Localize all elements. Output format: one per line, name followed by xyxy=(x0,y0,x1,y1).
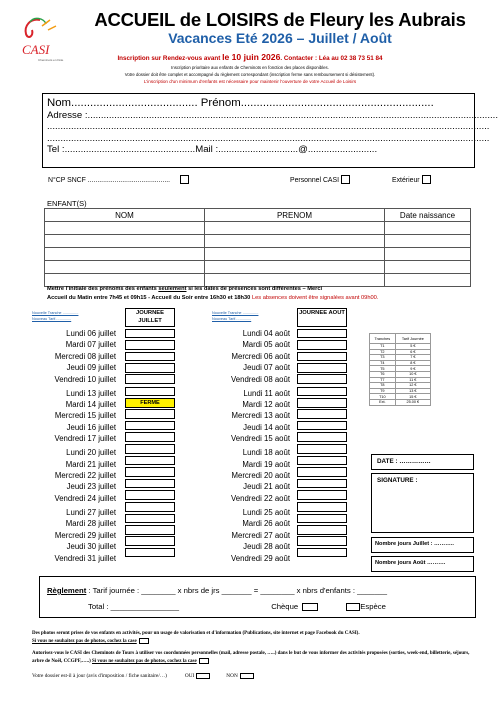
child-cell[interactable] xyxy=(385,235,471,248)
august-day-label: Lundi 04 août xyxy=(242,329,290,338)
july-day-label: Mercredi 22 juillet xyxy=(54,471,116,481)
august-day-box[interactable] xyxy=(297,352,347,362)
july-day-box[interactable] xyxy=(125,536,175,546)
price-cell: 7 € xyxy=(395,355,430,361)
july-day-label: Jeudi 16 juillet xyxy=(66,422,116,432)
july-day-label: Jeudi 09 juillet xyxy=(66,363,116,373)
child-cell[interactable] xyxy=(205,248,385,261)
cp-sncf-field: N°CP SNCF ........................................... xyxy=(48,175,189,184)
july-day-label: Jeudi 30 juillet xyxy=(66,542,116,552)
address-line-3[interactable]: ...................................................................................................................................................................... xyxy=(47,132,490,144)
child-cell[interactable] xyxy=(205,222,385,235)
price-cell: T4 xyxy=(370,360,396,366)
cp-checkbox[interactable] xyxy=(180,175,189,184)
child-cell[interactable] xyxy=(205,274,385,287)
data-checkbox[interactable] xyxy=(199,658,209,664)
child-cell[interactable] xyxy=(45,248,205,261)
price-cell: 8 € xyxy=(395,360,430,366)
august-day-label: Lundi 18 août xyxy=(242,448,290,458)
price-cell: T3 xyxy=(370,355,396,361)
august-day-label: Mardi 26 août xyxy=(242,519,290,529)
casi-checkbox[interactable] xyxy=(341,175,350,184)
august-day-box[interactable] xyxy=(297,329,347,339)
price-cell: T6 xyxy=(370,371,396,377)
august-day-box[interactable] xyxy=(297,490,347,500)
july-day-label: Lundi 13 juillet xyxy=(66,388,116,398)
july-day-box[interactable] xyxy=(125,374,175,384)
price-cell: T5 xyxy=(370,366,396,372)
july-day-label: Mardi 14 juillet xyxy=(65,400,116,410)
august-column-header: JOURNEE AOUT xyxy=(297,308,347,327)
july-tarif-labels: Nouvelle Tranche ............... Nouveau Tarif............... xyxy=(32,311,79,321)
july-day-label: Mardi 28 juillet xyxy=(65,519,116,529)
page-subtitle: Vacances Eté 2026 – Juillet / Août xyxy=(168,30,392,46)
address-line[interactable]: Adresse :.......................................................................................................................................................... xyxy=(47,109,499,121)
august-day-box[interactable] xyxy=(297,432,347,442)
child-cell[interactable] xyxy=(385,248,471,261)
price-col-tranche: Tranches xyxy=(370,334,396,344)
july-day-box[interactable] xyxy=(125,329,175,339)
july-day-box[interactable] xyxy=(125,479,175,489)
child-row[interactable] xyxy=(45,261,471,274)
august-day-label: Vendredi 29 août xyxy=(231,553,290,563)
espece-checkbox[interactable] xyxy=(346,603,360,611)
july-day-box[interactable] xyxy=(125,490,175,500)
photo-consent: Des photos seront prises de vos enfants en activités, pour un usage de valorisation et d'information (Publications, site internet et page Facebook du CASI). Si vous ne souhaitez pas de photos, cochez la case xyxy=(32,631,360,644)
payment-total-line: Total : ________________ Chèque Espèce xyxy=(88,602,386,611)
july-closed-box: FERME xyxy=(125,398,175,408)
child-row[interactable] xyxy=(45,274,471,287)
july-day-box[interactable] xyxy=(125,456,175,466)
price-col-tarif: Tarif Journée xyxy=(395,334,430,344)
price-cell: 9 € xyxy=(395,366,430,372)
child-row[interactable] xyxy=(45,248,471,261)
page-title: ACCUEIL de LOISIRS de Fleury les Aubrais xyxy=(94,9,466,30)
august-day-label: Mercredi 13 août xyxy=(231,411,290,421)
deadline-line: Inscription sur Rendez-vous avant le 10 juin 2026. Contacter : Léa au 02 38 73 51 84 xyxy=(117,52,383,62)
august-day-box[interactable] xyxy=(297,479,347,489)
price-cell: T10 xyxy=(370,394,396,400)
child-cell[interactable] xyxy=(205,261,385,274)
august-day-box[interactable] xyxy=(297,514,347,524)
august-day-box[interactable] xyxy=(297,548,347,558)
august-day-label: Mardi 05 août xyxy=(242,340,290,350)
august-day-label: Jeudi 21 août xyxy=(243,482,290,492)
august-day-box[interactable] xyxy=(297,363,347,373)
august-day-label: Mardi 12 août xyxy=(242,400,290,410)
august-day-label: Lundi 11 août xyxy=(243,388,290,398)
exterieur-option: Extérieur xyxy=(392,175,431,184)
july-day-label: Lundi 06 juillet xyxy=(66,329,116,338)
child-cell[interactable] xyxy=(205,235,385,248)
price-cell: Ext. xyxy=(370,399,396,405)
august-day-box[interactable] xyxy=(297,387,347,397)
contact-line[interactable]: Tel :.................................................Mail :..............................@.......................... xyxy=(47,144,378,156)
info-text: Inscription prioritaire aux enfants de Cheminots en fonction des places disponibles. Votre dossier doit être complet et accompagné du règlement correspondant (inscription ferme sans remboursement si désistement). xyxy=(124,65,376,77)
august-day-box[interactable] xyxy=(297,456,347,466)
deadline-date: le 10 juin 2026 xyxy=(222,52,281,62)
july-day-label: Lundi 27 juillet xyxy=(66,507,116,517)
july-day-box[interactable] xyxy=(125,502,175,512)
august-count-label: Nombre jours Août ………. xyxy=(375,560,446,566)
july-day-box[interactable] xyxy=(125,352,175,362)
price-cell: T7 xyxy=(370,377,396,383)
august-day-box[interactable] xyxy=(297,374,347,384)
july-day-label: Mercredi 08 juillet xyxy=(54,351,116,361)
price-cell: 13 € xyxy=(395,388,430,394)
july-day-box[interactable] xyxy=(125,432,175,442)
minimum-notice: L'inscription d'un minimum d'enfants est nécessaire pour maintenir l'ouverture de votre Accueil de Loisirs xyxy=(143,79,357,84)
address-line-2[interactable]: ...................................................................................................................................................................... xyxy=(47,121,490,133)
child-cell[interactable] xyxy=(385,261,471,274)
august-day-box[interactable] xyxy=(297,525,347,535)
price-cell: 6 € xyxy=(395,349,430,355)
july-boxes xyxy=(125,328,175,557)
july-day-box[interactable] xyxy=(125,363,175,373)
july-day-box[interactable] xyxy=(125,514,175,524)
august-days xyxy=(198,328,290,564)
august-day-label: Lundi 25 août xyxy=(242,507,290,517)
price-cell: T9 xyxy=(370,388,396,394)
price-cell: 11 € xyxy=(395,377,430,383)
july-day-box[interactable] xyxy=(125,340,175,350)
logo-text: CASI xyxy=(22,42,50,57)
july-day-box[interactable] xyxy=(125,467,175,477)
july-day-box[interactable] xyxy=(125,444,175,454)
july-day-box[interactable] xyxy=(125,409,175,419)
july-day-label: Mardi 21 juillet xyxy=(65,459,116,469)
oui-checkbox[interactable] xyxy=(196,673,210,679)
price-cell: T8 xyxy=(370,383,396,389)
july-day-box[interactable] xyxy=(125,548,175,558)
col-date-naissance: Date naissance xyxy=(385,209,471,222)
august-day-box[interactable] xyxy=(297,398,347,408)
july-count-label: Nombre jours Juillet : ……….. xyxy=(375,541,454,547)
data-consent: Autorisez-vous le CASI des Cheminots de Tours à utiliser vos coordonnées personnelles (mail, adresse postale, …..) dans le but de vous informer des activités proposées (sorties, week-end, billetterie, séjours, arbre de Noël, CCGPF,…..) Si vous ne souhaitez pas de photos, cochez la case xyxy=(32,651,470,664)
august-day-label: Jeudi 14 août xyxy=(243,422,290,432)
child-cell[interactable] xyxy=(385,274,471,287)
august-day-label: Mercredi 27 août xyxy=(231,530,290,540)
july-day-label: Vendredi 24 juillet xyxy=(54,493,116,503)
august-day-box[interactable] xyxy=(297,409,347,419)
child-row[interactable] xyxy=(45,222,471,235)
payment-line[interactable]: Règlement : Tarif journée : ________ x nbrs de jrs _______ = ________ x nbrs d'enfants : _______ xyxy=(47,586,388,595)
july-days xyxy=(20,328,116,564)
august-day-box[interactable] xyxy=(297,536,347,546)
august-day-box[interactable] xyxy=(297,340,347,350)
dossier-line: Votre dossier est-il à jour (avis d'imposition / fiche sanitaire/…) OUI NON xyxy=(32,673,472,680)
cheque-checkbox[interactable] xyxy=(302,603,318,611)
price-cell: 5 € xyxy=(395,344,430,350)
price-cell: 25.00 € xyxy=(395,399,430,405)
payment-box xyxy=(39,576,476,618)
logo-tagline: Cheminots en Fête xyxy=(38,58,64,62)
price-cell: 10 € xyxy=(395,371,430,377)
august-day-box[interactable] xyxy=(297,444,347,454)
august-day-label: Jeudi 07 août xyxy=(243,363,290,373)
price-cell: 12 € xyxy=(395,383,430,389)
july-day-label: Vendredi 31 juillet xyxy=(54,553,116,563)
children-section-label: ENFANT(S) xyxy=(47,199,87,208)
july-day-label: Jeudi 23 juillet xyxy=(66,482,116,492)
july-day-label: Mardi 07 juillet xyxy=(65,340,116,350)
child-cell[interactable] xyxy=(385,222,471,235)
identity-box xyxy=(42,93,499,168)
casi-option: Personnel CASI xyxy=(290,175,350,184)
hours-note: Accueil du Matin entre 7h45 et 09h15 - Accueil du Soir entre 16h30 et 18h30 Les absences doivent être signalées avant 09h00. xyxy=(47,295,379,301)
child-row[interactable] xyxy=(45,235,471,248)
july-day-box[interactable] xyxy=(125,387,175,397)
exterieur-checkbox[interactable] xyxy=(422,175,431,184)
july-day-label: Mercredi 29 juillet xyxy=(54,530,116,540)
july-day-label: Vendredi 17 juillet xyxy=(54,434,116,444)
july-day-label: Vendredi 10 juillet xyxy=(54,374,116,384)
july-day-box[interactable] xyxy=(125,421,175,431)
august-day-label: Mercredi 20 août xyxy=(231,471,290,481)
august-day-label: Vendredi 22 août xyxy=(231,493,290,503)
august-tarif-labels: Nouvelle Tranche ............... Nouveau Tarif............... xyxy=(212,311,259,321)
august-day-box[interactable] xyxy=(297,421,347,431)
child-cell[interactable] xyxy=(45,261,205,274)
august-day-label: Vendredi 15 août xyxy=(231,434,290,444)
august-day-label: Mardi 19 août xyxy=(242,459,290,469)
name-line[interactable]: Nom........................................ Prénom............................................................. xyxy=(47,97,434,109)
child-cell[interactable] xyxy=(45,222,205,235)
july-column-header: JOURNEE JUILLET xyxy=(125,308,175,327)
photo-checkbox[interactable] xyxy=(139,638,149,644)
signature-box[interactable] xyxy=(371,473,474,533)
child-cell[interactable] xyxy=(45,274,205,287)
col-nom: NOM xyxy=(45,209,205,222)
july-day-label: Lundi 20 juillet xyxy=(66,448,116,458)
price-table xyxy=(369,333,431,406)
signature-label: SIGNATURE : xyxy=(377,477,418,484)
july-day-label: Mercredi 15 juillet xyxy=(54,411,116,421)
total-field[interactable]: Total : ________________ xyxy=(88,602,180,611)
august-day-label: Mercredi 06 août xyxy=(231,351,290,361)
august-day-label: Jeudi 28 août xyxy=(243,542,290,552)
august-day-box[interactable] xyxy=(297,467,347,477)
price-cell: T1 xyxy=(370,344,396,350)
col-prenom: PRENOM xyxy=(205,209,385,222)
august-boxes xyxy=(297,328,347,557)
august-day-box[interactable] xyxy=(297,502,347,512)
price-cell: 15 € xyxy=(395,394,430,400)
price-row xyxy=(370,399,431,405)
date-label: DATE : …………… xyxy=(377,458,431,465)
july-day-box[interactable] xyxy=(125,525,175,535)
august-day-label: Vendredi 08 août xyxy=(231,374,290,384)
children-table xyxy=(44,208,471,287)
price-cell: T2 xyxy=(370,349,396,355)
initials-note: Mettre l'initiale des prénoms des enfants seulement si les dates de présences sont différentes – Merci xyxy=(47,286,323,292)
child-cell[interactable] xyxy=(45,235,205,248)
non-checkbox[interactable] xyxy=(240,673,254,679)
